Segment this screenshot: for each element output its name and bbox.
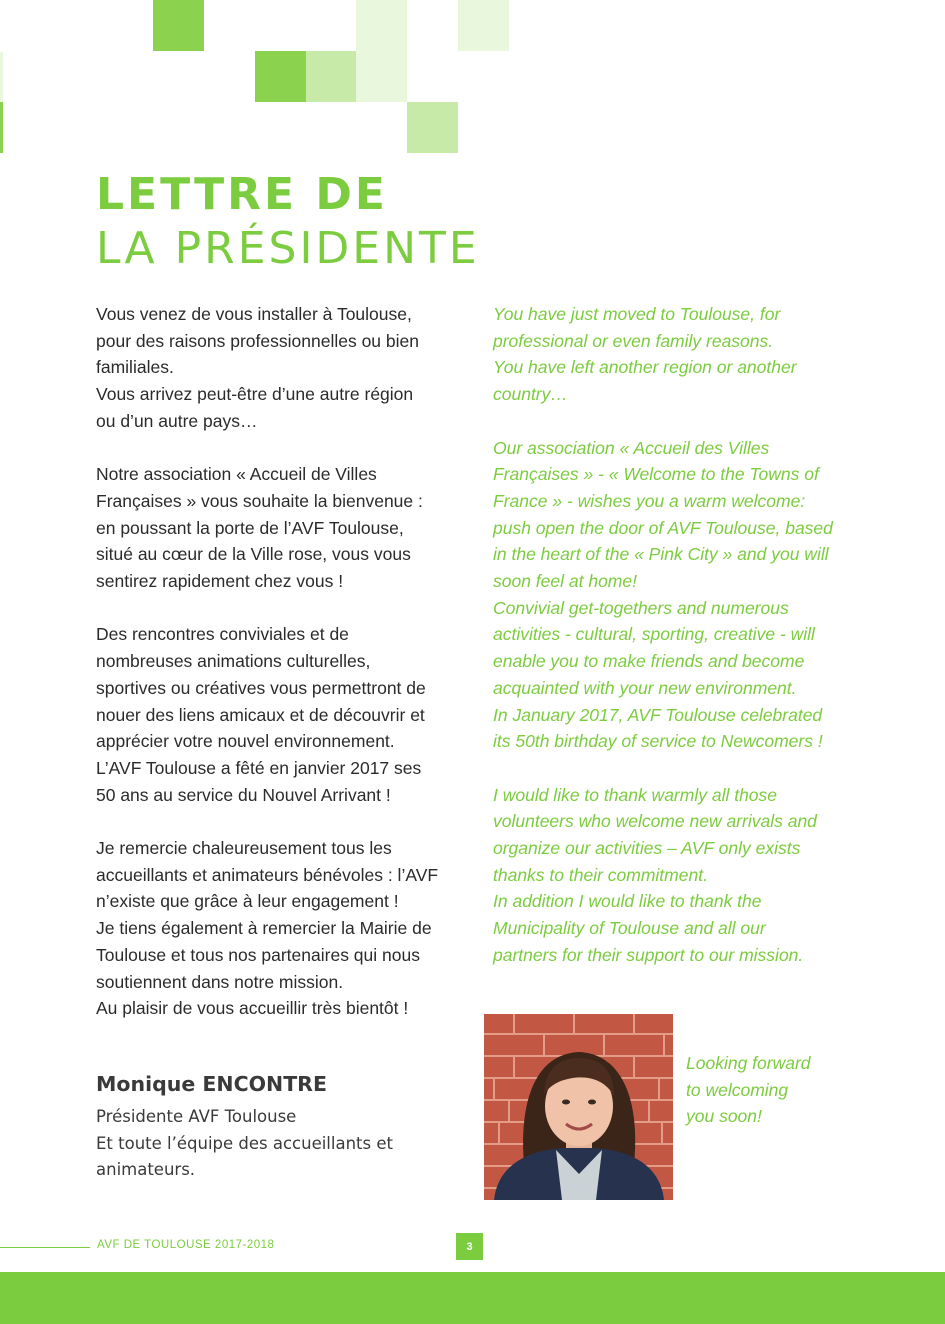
page-number: 3 xyxy=(456,1233,483,1260)
footer-text: AVF DE TOULOUSE 2017-2018 xyxy=(97,1239,275,1251)
page-title xyxy=(96,168,480,276)
title-line-2: LA PRÉSIDENTE xyxy=(96,223,480,274)
english-letter: You have just moved to Toulouse, for professional or even family reasons. You have left another region or another country… Our association « Accueil des Villes Françaises » - « Welcome to the Towns of France » - wishes you a warm welcome: push open the door of AVF Toulouse, based in the heart of the « Pink City » and you will soon feel at home! Convivial get-togethers and numerous activities - cultural, sporting, creative - will enable you to make friends and become acquainted with your new environment. In January 2017, AVF Toulouse celebrated its 50th birthday of service to Newcomers ! I would like to thank warmly all those volunteers who welcome new arrivals and organize our activities – AVF only exists thanks to their commitment. In addition I would like to thank the Municipality of Toulouse and all our partners for their support to our mission. xyxy=(493,304,833,965)
left-edge-bar xyxy=(0,52,3,102)
decor-square xyxy=(458,0,509,51)
closing-message: Looking forward to welcoming you soon! xyxy=(686,1053,811,1127)
title-line-1: LETTRE DE xyxy=(96,169,388,220)
decor-square xyxy=(356,51,407,102)
footer-divider xyxy=(0,1247,90,1248)
bottom-band xyxy=(0,1272,945,1324)
left-edge-bar xyxy=(0,102,3,153)
signature-role: Présidente AVF Toulouse Et toute l’équipe des accueillants et animateurs. xyxy=(96,1107,393,1179)
signature-name: Monique ENCONTRE xyxy=(96,1072,327,1096)
decor-square xyxy=(306,51,357,102)
president-photo xyxy=(484,1014,673,1200)
decor-square xyxy=(407,102,458,153)
decor-square xyxy=(356,0,407,51)
decor-square xyxy=(255,51,306,102)
french-letter: Vous venez de vous installer à Toulouse, pour des raisons professionnelles ou bien familiales. Vous arrivez peut-être d’une autre région ou d’un autre pays… Notre association « Accueil de Villes Françaises » vous souhaite la bienvenue : en poussant la porte de l’AVF Toulouse, situé au cœur de la Ville rose, vous vous sentirez rapidement chez vous ! Des rencontres conviviales et de nombreuses animations culturelles, sportives ou créatives vous permettront de nouer des liens amicaux et de découvrir et apprécier votre nouvel environnement. L’AVF Toulouse a fêté en janvier 2017 ses 50 ans au service du Nouvel Arrivant ! Je remercie chaleureusement tous les accueillants et animateurs bénévoles : l’AVF n’existe que grâce à leur engagement ! Je tiens également à remercier la Mairie de Toulouse et tous nos partenaires qui nous soutiennent dans notre mission. Au plaisir de vous accueillir très bientôt ! xyxy=(96,304,439,1019)
decor-square xyxy=(153,0,204,51)
